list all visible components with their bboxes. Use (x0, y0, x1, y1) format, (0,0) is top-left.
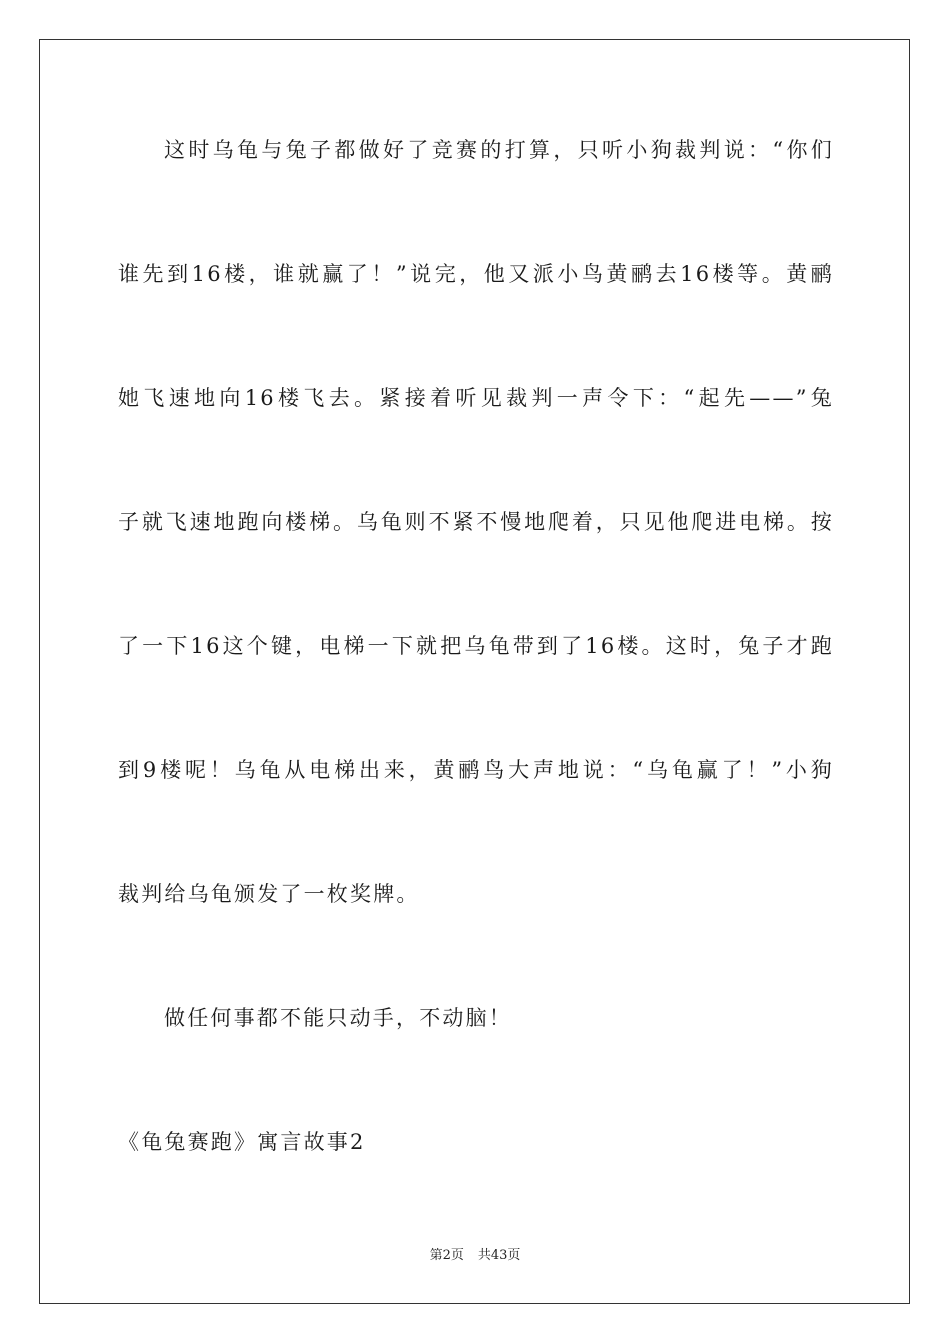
paragraph-line: 裁判给乌龟颁发了一枚奖牌。 (118, 882, 420, 906)
paragraph-line: 到9楼呢！乌龟从电梯出来，黄鹂鸟大声地说：“乌龟赢了！”小狗 (118, 758, 834, 782)
paragraph-line: 这时乌龟与兔子都做好了竞赛的打算，只听小狗裁判说：“你们 (164, 138, 834, 162)
section-heading: 《龟兔赛跑》寓言故事2 (118, 1130, 366, 1154)
page-number: 第2页 (429, 1248, 464, 1263)
paragraph-line: 子就飞速地跑向楼梯。乌龟则不紧不慢地爬着，只见他爬进电梯。按 (118, 510, 834, 534)
page-border (39, 39, 910, 1304)
page-footer (0, 1247, 950, 1265)
paragraph-line: 她飞速地向16楼飞去。紧接着听见裁判一声令下：“起先——”兔 (118, 386, 834, 410)
page-total: 共43页 (477, 1248, 521, 1263)
paragraph-line: 谁先到16楼，谁就赢了！”说完，他又派小鸟黄鹂去16楼等。黄鹂 (118, 262, 834, 286)
paragraph-line: 了一下16这个键，电梯一下就把乌龟带到了16楼。这时，兔子才跑 (118, 634, 834, 658)
moral-paragraph: 做任何事都不能只动手，不动脑！ (164, 1006, 512, 1030)
